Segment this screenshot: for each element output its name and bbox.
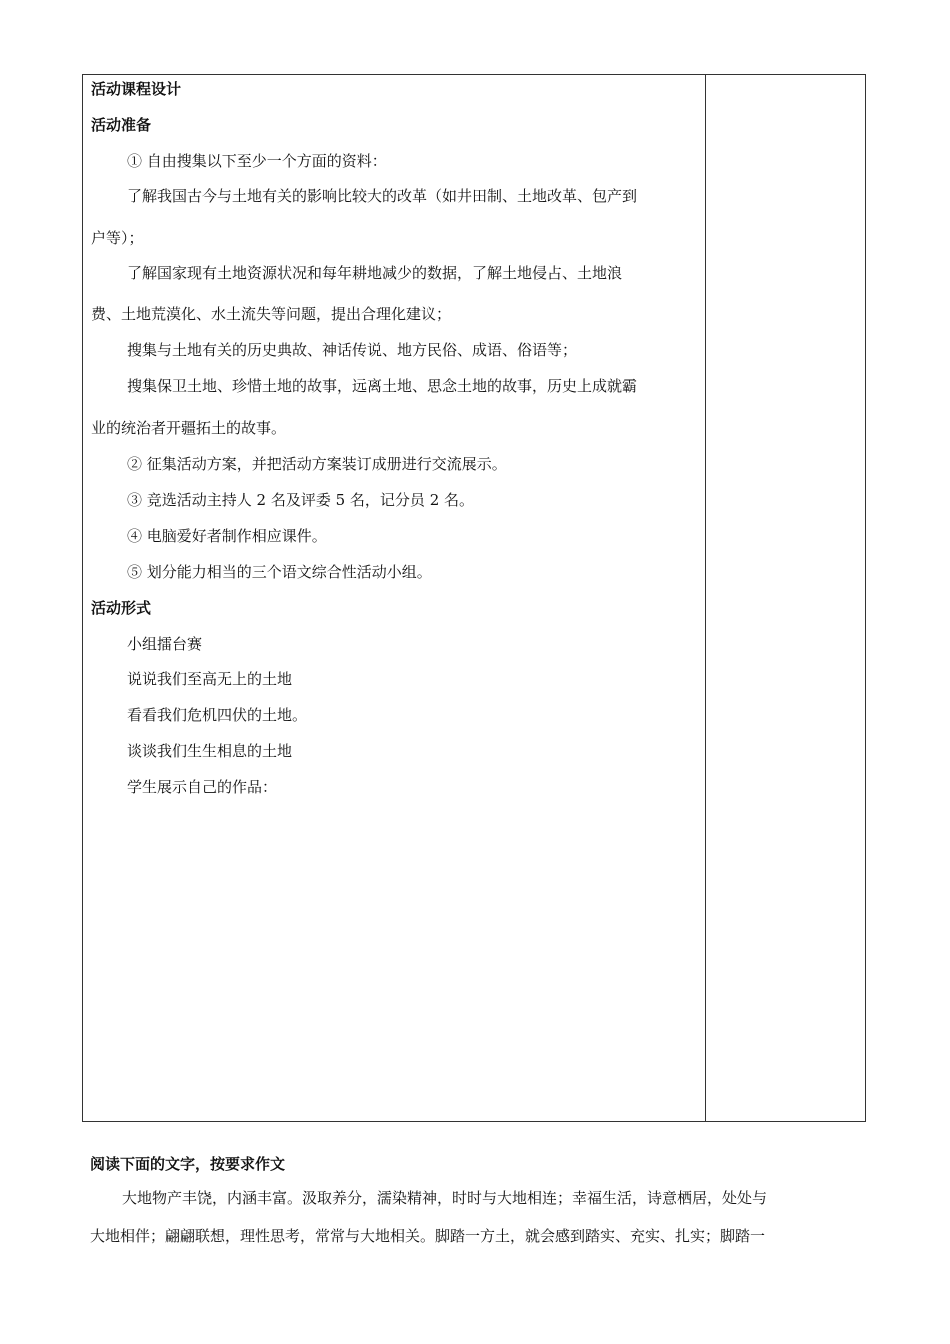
form-item-4: 谈谈我们生生相息的土地	[127, 742, 293, 760]
essay-heading: 阅读下面的文字，按要求作文	[90, 1155, 286, 1173]
prep-reform-line2: 户等）；	[91, 229, 144, 247]
prep-land-line2: 费、土地荒漠化、水土流失等问题，提出合理化建议；	[91, 305, 452, 323]
prep-item-3: ③ 竞选活动主持人 2 名及评委 5 名，记分员 2 名。	[127, 491, 475, 509]
prep-protect-line1: 搜集保卫土地、珍惜土地的故事，远离土地、思念土地的故事，历史上成就霸	[127, 377, 638, 395]
activity-table	[82, 74, 866, 1122]
form-item-1: 小组擂台赛	[127, 635, 203, 653]
heading-design: 活动课程设计	[91, 80, 182, 98]
column-divider	[705, 75, 706, 1121]
prep-item-5: ⑤ 划分能力相当的三个语文综合性活动小组。	[127, 563, 432, 581]
heading-form: 活动形式	[91, 599, 152, 617]
essay-line-1: 大地物产丰饶，内涵丰富。汲取养分，濡染精神，时时与大地相连；幸福生活，诗意栖居，处处与	[122, 1189, 768, 1207]
prep-item-2: ② 征集活动方案，并把活动方案装订成册进行交流展示。	[127, 455, 507, 473]
prep-intro: ① 自由搜集以下至少一个方面的资料：	[127, 152, 387, 170]
heading-prep: 活动准备	[91, 116, 152, 134]
prep-stories: 搜集与土地有关的历史典故、神话传说、地方民俗、成语、俗语等；	[127, 341, 578, 359]
essay-line-2: 大地相伴；翩翩联想，理性思考，常常与大地相关。脚踏一方土，就会感到踏实、充实、扎实；脚踏一	[90, 1227, 766, 1245]
form-item-2: 说说我们至高无上的土地	[127, 670, 293, 688]
form-item-5: 学生展示自己的作品：	[127, 778, 278, 796]
prep-land-line1: 了解国家现有土地资源状况和每年耕地减少的数据，了解土地侵占、土地浪	[127, 264, 623, 282]
form-item-3: 看看我们危机四伏的土地。	[127, 706, 308, 724]
prep-item-4: ④ 电脑爱好者制作相应课件。	[127, 527, 327, 545]
prep-reform-line1: 了解我国古今与土地有关的影响比较大的改革（如井田制、土地改革、包产到	[127, 187, 638, 205]
prep-protect-line2: 业的统治者开疆拓土的故事。	[91, 419, 287, 437]
